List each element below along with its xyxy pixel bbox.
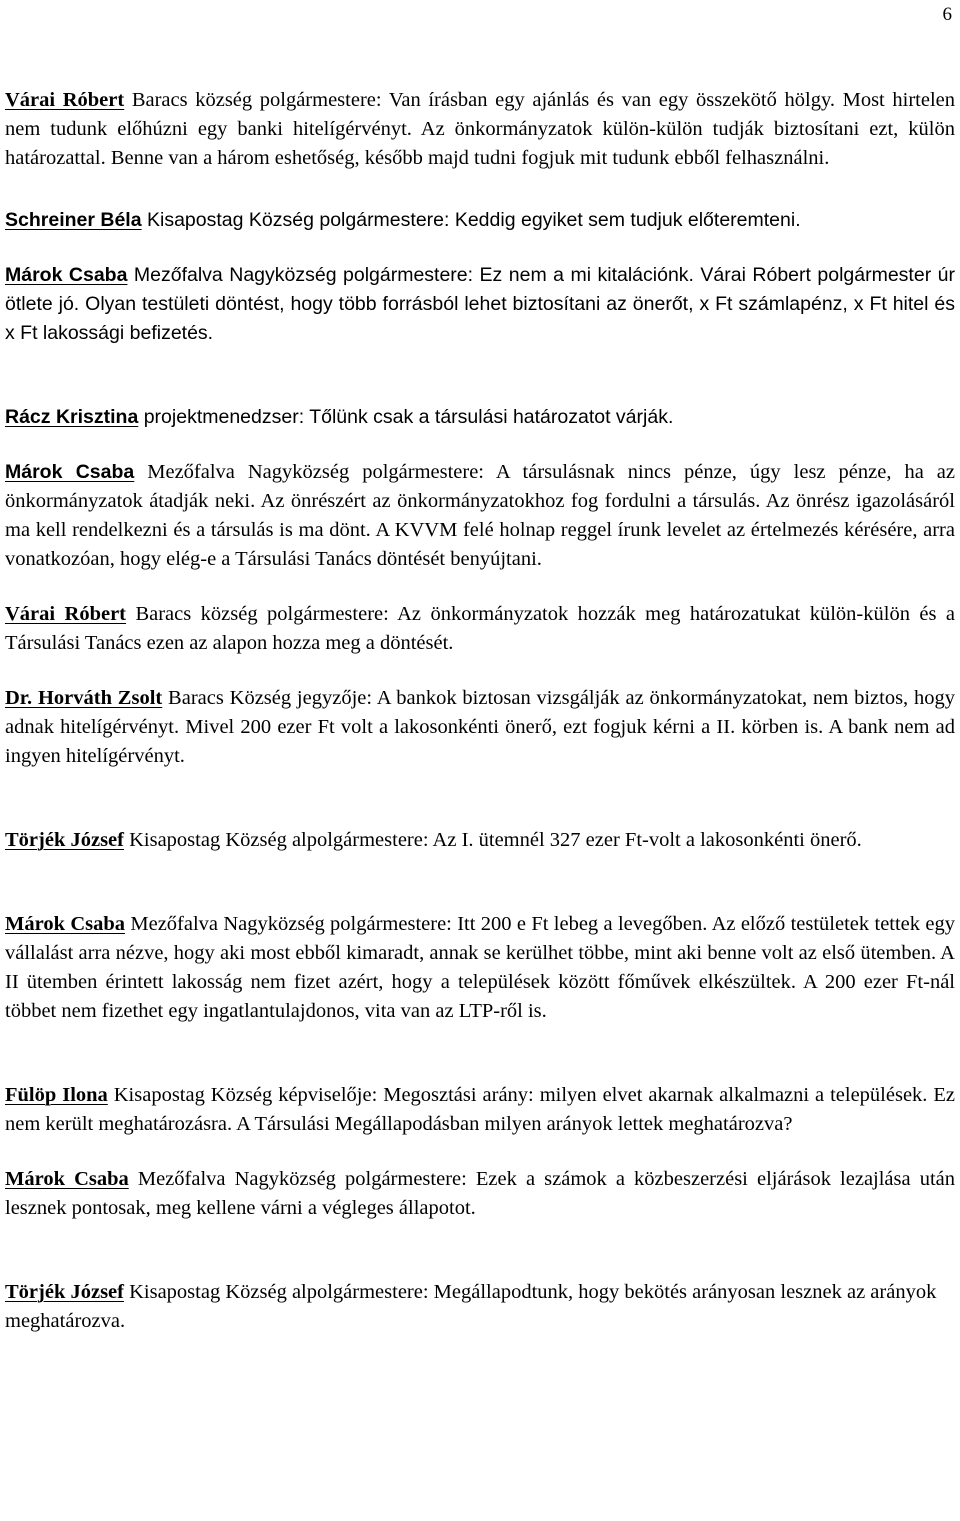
paragraph-text: Kisapostag Község alpolgármestere: Az I. ütemnél 327 ezer Ft-volt a lakosonkénti önerő. bbox=[123, 829, 862, 851]
speaker-name: Törjék József bbox=[5, 829, 124, 851]
paragraph-text: Mezőfalva Nagyközség polgármestere: Ez nem a mi kitalációnk. Várai Róbert polgármester úr ötlete jó. Olyan testületi döntést, hogy több forrásból lehet biztosítani az önerőt, x Ft számlapénz, x Ft hitel és x Ft lakossági befizetés. bbox=[5, 264, 955, 344]
speaker-name: Márok Csaba bbox=[5, 913, 126, 935]
speaker-name: Várai Róbert bbox=[5, 603, 127, 625]
paragraph-12 bbox=[5, 1278, 955, 1336]
paragraph-10 bbox=[5, 1081, 955, 1139]
speaker-name: Márok Csaba bbox=[5, 461, 135, 483]
speaker-name: Schreiner Béla bbox=[5, 209, 142, 231]
speaker-name: Várai Róbert bbox=[5, 89, 125, 111]
paragraph-text: Kisapostag Község polgármestere: Keddig egyiket sem tudjuk előteremteni. bbox=[141, 209, 801, 231]
paragraph-8 bbox=[5, 826, 955, 855]
speaker-name: Márok Csaba bbox=[5, 264, 128, 286]
speaker-name: Márok Csaba bbox=[5, 1168, 129, 1190]
document-body bbox=[5, 86, 955, 1336]
paragraph-3 bbox=[5, 261, 955, 348]
speaker-name: Dr. Horváth Zsolt bbox=[5, 687, 163, 709]
page-number: 6 bbox=[942, 4, 952, 25]
paragraph-9 bbox=[5, 910, 955, 1026]
paragraph-text: Mezőfalva Nagyközség polgármestere: Ezek a számok a közbeszerzési eljárások lezajlása után lesznek pontosak, meg kellene várni a végleges állapotot. bbox=[5, 1168, 955, 1219]
paragraph-11 bbox=[5, 1165, 955, 1223]
paragraph-7 bbox=[5, 684, 955, 771]
paragraph-text: Baracs Község jegyzője: A bankok biztosan vizsgálják az önkormányzatokat, nem biztos, hogy adnak hitelígérvényt. Mivel 200 ezer Ft volt a lakosonkénti önerő, ezt fogjuk kérni a II. körben is. A bank nem ad ingyen hitelígérvényt. bbox=[5, 687, 955, 767]
paragraph-1 bbox=[5, 86, 955, 173]
speaker-name: Rácz Krisztina bbox=[5, 406, 139, 428]
paragraph-text: Baracs község polgármestere: Az önkormányzatok hozzák meg határozatukat külön-külön és a Társulási Tanács ezen az alapon hozza meg a döntését. bbox=[5, 603, 955, 654]
paragraph-6 bbox=[5, 600, 955, 658]
paragraph-text: projektmenedzser: Tőlünk csak a társulási határozatot várják. bbox=[138, 406, 674, 428]
paragraph-text: Mezőfalva Nagyközség polgármestere: Itt 200 e Ft lebeg a levegőben. Az előző testületek tettek egy vállalást arra nézve, hogy aki most ebből kimaradt, annak se kerülhet többe, mint aki benne volt az első ütemben. A II ütemben érintett lakosság nem fizet azért, hogy a települések között főművek elkészültek. A 200 ezer Ft-nál többet nem fizethet egy ingatlantulajdonos, vita van az LTP-ről is. bbox=[5, 913, 955, 1022]
paragraph-text: Baracs község polgármestere: Van írásban egy ajánlás és van egy összekötő hölgy. Most hirtelen nem tudunk előhúzni egy banki hitelígérvényt. Az önkormányzatok külön-külön tudják biztosítani ezt, külön határozattal. Benne van a három eshetőség, később majd tudni fogjuk mit tudunk ebből felhasználni. bbox=[5, 89, 955, 169]
paragraph-5 bbox=[5, 458, 955, 574]
paragraph-text: Kisapostag Község alpolgármestere: Megállapodtunk, hogy bekötés arányosan lesznek az arányok meghatározva. bbox=[5, 1281, 937, 1332]
paragraph-text: Kisapostag Község képviselője: Megosztási arány: milyen elvet akarnak alkalmazni a települések. Ez nem került meghatározásra. A Társulási Megállapodásban milyen arányok lettek meghatározva? bbox=[5, 1084, 955, 1135]
speaker-name: Fülöp Ilona bbox=[5, 1084, 108, 1106]
speaker-name: Törjék József bbox=[5, 1281, 124, 1303]
paragraph-text: Mezőfalva Nagyközség polgármestere: A társulásnak nincs pénze, úgy lesz pénze, ha az önkormányzatok átadják neki. Az önrészért az önkormányzatokhoz fog fordulni a társulás. Az önrész igazolásáról ma kell rendelkezni és a társulás is ma dönt. A KVVM felé holnap reggel írunk levelet az értelmezés kérésére, arra vonatkozóan, hogy elég-e a Társulási Tanács döntését benyújtani. bbox=[5, 461, 955, 570]
paragraph-4 bbox=[5, 403, 955, 432]
paragraph-2 bbox=[5, 206, 955, 235]
